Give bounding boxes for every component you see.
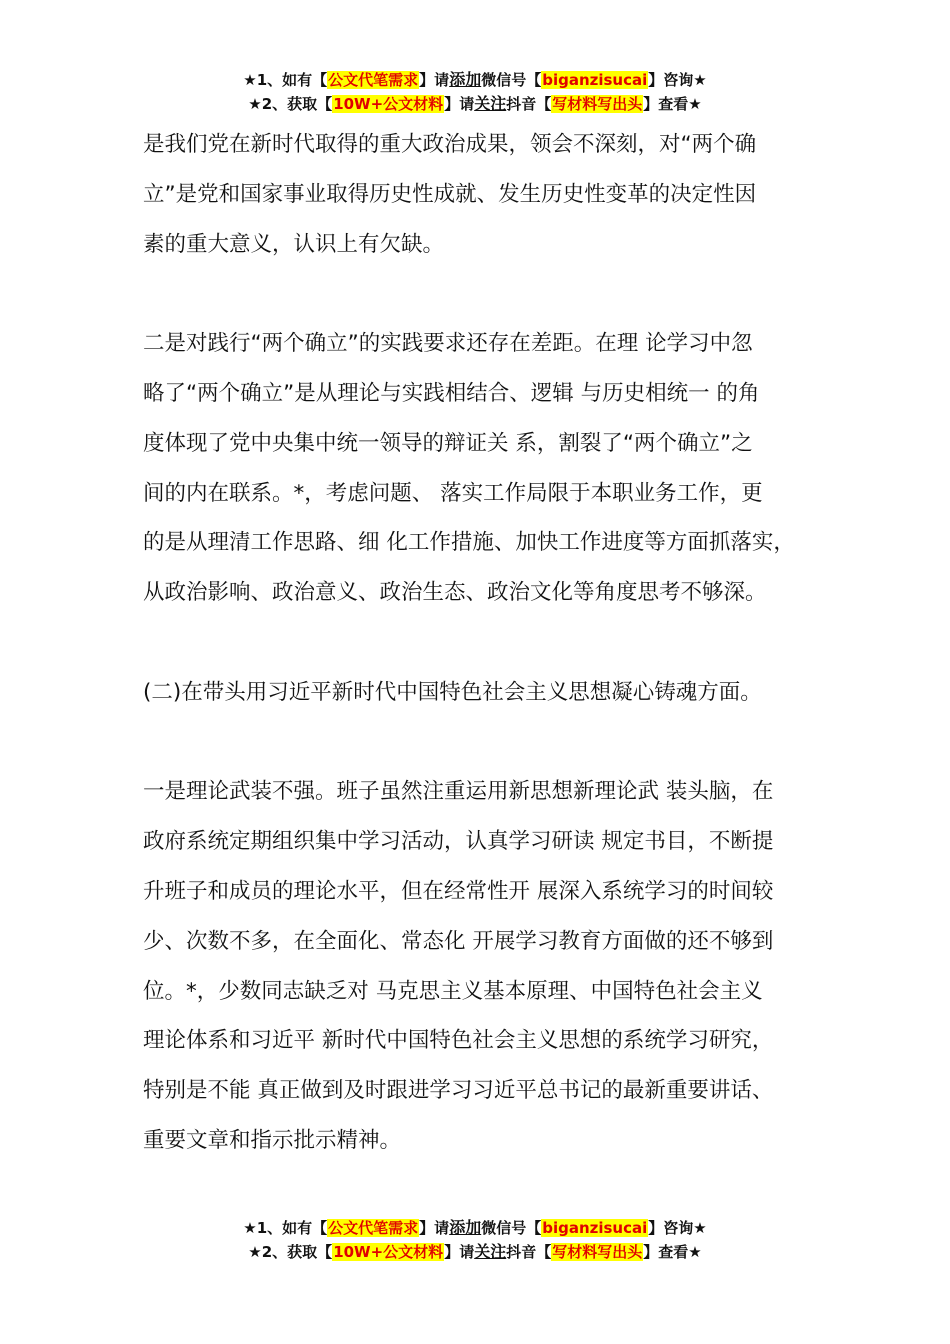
footer-banner [0, 1216, 950, 1264]
banner-emphasis: 关注 [474, 94, 507, 113]
banner-line-2 [0, 1240, 950, 1264]
text-line: 理论体系和习近平 新时代中国特色社会主义思想的系统学习研究， [143, 1028, 774, 1054]
document-body [143, 120, 833, 1166]
text-line: (二)在带头用习近平新时代中国特色社会主义思想凝心铸魂方面。 [143, 679, 762, 705]
banner-text: ★1、如有【 [243, 1219, 328, 1237]
text-line: 素的重大意义，认识上有欠缺。 [143, 231, 445, 257]
banner-emphasis: 添加 [449, 1218, 482, 1237]
banner-text: 】请 [444, 95, 475, 113]
banner-text: 抖音【 [506, 95, 552, 113]
text-line: 重要文章和指示批示精神。 [143, 1127, 402, 1153]
text-line: 度体现了党中央集中统一领导的辩证关 系，割裂了“两个确立”之 [143, 430, 753, 456]
text-line: 略了“两个确立”是从理论与实践相结合、逻辑 与历史相统一 的角 [143, 380, 760, 406]
header-banner [0, 68, 950, 116]
text-line: 特别是不能 真正做到及时跟进学习习近平总书记的最新重要讲话、 [143, 1078, 774, 1104]
banner-highlight: biganzisucai [542, 71, 648, 89]
text-line: 升班子和成员的理论水平，但在经常性开 展深入系统学习的时间较 [143, 878, 774, 904]
text-line: 政府系统定期组织集中学习活动，认真学习研读 规定书目，不断提 [143, 829, 774, 855]
banner-text: 微信号【 [481, 1219, 542, 1237]
banner-text: 】请 [444, 1243, 475, 1261]
banner-text: ★2、获取【 [248, 95, 333, 113]
banner-highlight: 公文代笔需求 [328, 71, 419, 89]
section-heading [143, 668, 833, 718]
banner-text: ★2、获取【 [248, 1243, 333, 1261]
text-line: 间的内在联系。*，考虑问题、 落实工作局限于本职业务工作，更 [143, 480, 763, 506]
banner-text: 】查看★ [643, 1243, 702, 1261]
banner-text: 】请 [419, 1219, 450, 1237]
banner-highlight: biganzisucai [542, 1219, 648, 1237]
banner-highlight: 写材料写出头 [552, 95, 643, 113]
banner-emphasis: 添加 [449, 70, 482, 89]
banner-highlight: 写材料写出头 [552, 1243, 643, 1261]
text-line: 少、次数不多，在全面化、常态化 开展学习教育方面做的还不够到 [143, 928, 774, 954]
banner-line-1 [0, 1216, 950, 1240]
banner-highlight: 10W+公文材料 [333, 95, 444, 113]
paragraph-3 [143, 767, 833, 1165]
banner-text: ★1、如有【 [243, 71, 328, 89]
paragraph-1 [143, 120, 833, 269]
banner-text: 】查看★ [643, 95, 702, 113]
paragraph-2 [143, 319, 833, 618]
text-line: 是我们党在新时代取得的重大政治成果，领会不深刻，对“两个确 [143, 132, 757, 157]
text-line: 从政治影响、政治意义、政治生态、政治文化等角度思考不够深。 [143, 580, 767, 606]
banner-highlight: 10W+公文材料 [333, 1243, 444, 1261]
text-line: 位。*，少数同志缺乏对 马克思主义基本原理、中国特色社会主义 [143, 978, 763, 1004]
banner-text: 】请 [419, 71, 450, 89]
text-line: 立”是党和国家事业取得历史性成就、发生历史性变革的决定性因 [143, 181, 757, 207]
banner-emphasis: 关注 [474, 1242, 507, 1261]
text-line: 的是从理清工作思路、细 化工作措施、加快工作进度等方面抓落实， [143, 530, 795, 556]
banner-highlight: 公文代笔需求 [328, 1219, 419, 1237]
text-line: 一是理论武装不强。班子虽然注重运用新思想新理论武 装头脑，在 [143, 779, 774, 805]
banner-line-2 [0, 92, 950, 116]
banner-text: 抖音【 [506, 1243, 552, 1261]
banner-text: 】咨询★ [648, 1219, 707, 1237]
banner-text: 微信号【 [481, 71, 542, 89]
text-line: 二是对践行“两个确立”的实践要求还存在差距。在理 论学习中忽 [143, 331, 753, 357]
banner-text: 】咨询★ [648, 71, 707, 89]
banner-line-1 [0, 68, 950, 92]
